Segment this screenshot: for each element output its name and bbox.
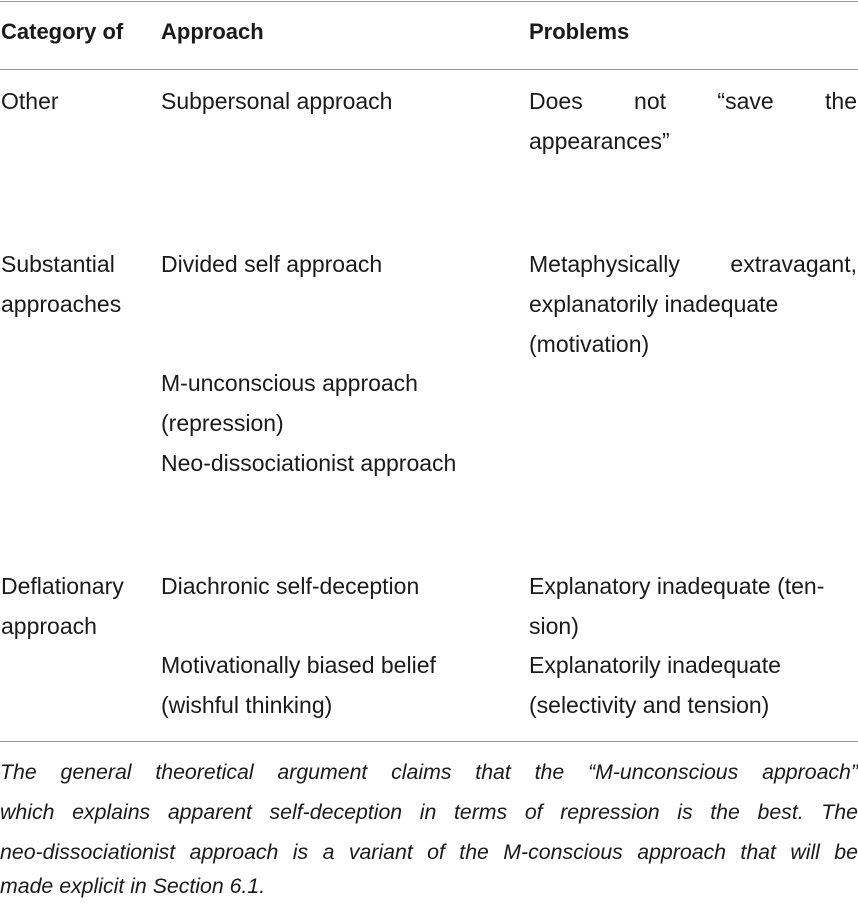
approach-cell: Motivationally biased belief <box>161 652 436 678</box>
table-footnote-line: neo-dissociationist approach is a variant of the M-conscious approach that will be <box>0 840 858 864</box>
problems-cell: Metaphysically extravagant, <box>529 251 857 277</box>
category-cell: approaches <box>1 291 122 317</box>
problems-cell: Explanatorily inadequate <box>529 652 781 678</box>
category-cell: approach <box>1 613 97 639</box>
header-rule <box>0 69 858 70</box>
problems-cell: Does not “save the <box>529 88 857 114</box>
approach-cell: M-unconscious approach <box>161 370 418 396</box>
category-cell: Deflationary <box>1 573 124 599</box>
table-footnote-line: which explains apparent self-deception in terms of repression is the best. The <box>0 800 858 824</box>
problems-cell: Explanatory inadequate (ten- <box>529 573 825 599</box>
approach-cell: Diachronic self-deception <box>161 573 420 599</box>
problems-cell: sion) <box>529 613 579 639</box>
header-problems: Problems <box>529 19 630 44</box>
problems-cell: (motivation) <box>529 331 650 357</box>
approach-cell: (wishful thinking) <box>161 692 333 718</box>
approach-cell: Subpersonal approach <box>161 88 393 114</box>
approach-cell: (repression) <box>161 410 284 436</box>
problems-cell: (selectivity and tension) <box>529 692 770 718</box>
table-footnote-line: The general theoretical argument claims that the “M-unconscious approach” <box>0 760 858 784</box>
table-footnote-line: made explicit in Section 6.1. <box>0 874 266 898</box>
approach-cell: Divided self approach <box>161 251 383 277</box>
table-top-rule <box>0 1 858 2</box>
table-bottom-rule <box>0 741 858 742</box>
category-cell: Substantial <box>1 251 115 277</box>
problems-cell: appearances” <box>529 128 670 154</box>
problems-cell: explanatorily inadequate <box>529 291 779 317</box>
category-cell: Other <box>1 88 59 114</box>
approach-cell: Neo-dissociationist approach <box>161 450 457 476</box>
header-approach: Approach <box>161 19 264 44</box>
header-category: Category of <box>1 19 124 44</box>
